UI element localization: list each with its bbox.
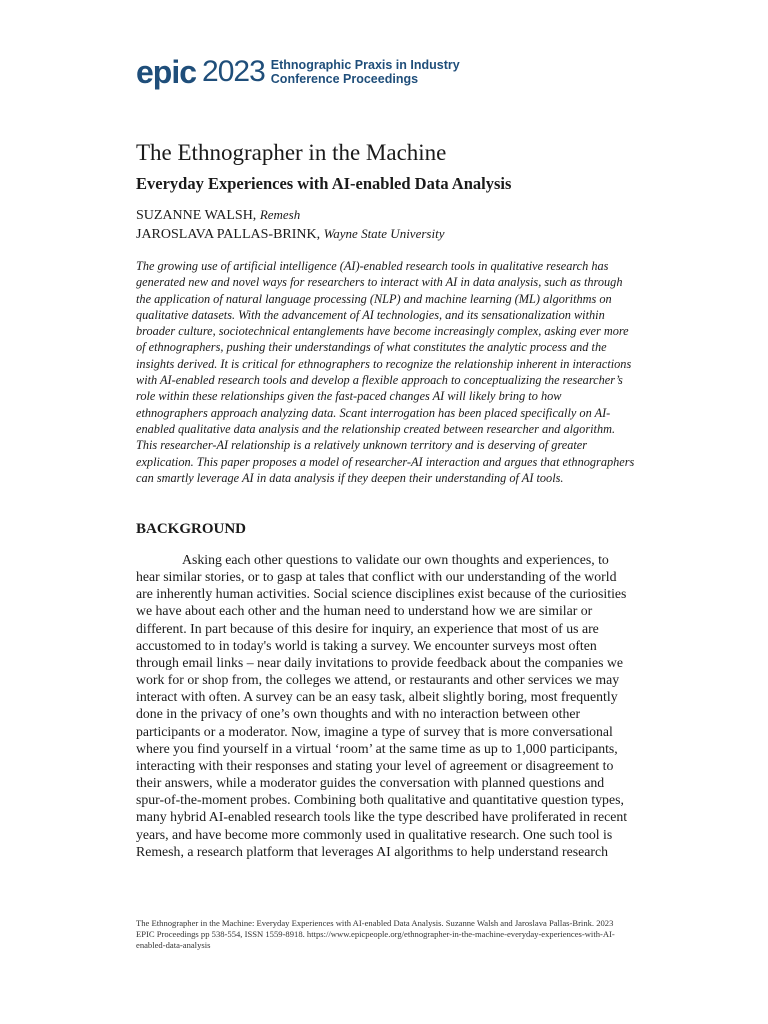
- citation-footer: The Ethnographer in the Machine: Everyday Experiences with AI-enabled Data Analysis. Suzanne Walsh and Jaroslava Pallas-Brink. 2023 EPIC Proceedings pp 538-554, ISSN 1559-8918. https://www.epicpeople.org/ethnographer-in-the-machine-everyday-experiences-with-AI-enabled-data-analysis: [136, 918, 615, 950]
- paper-subtitle: Everyday Experiences with AI-enabled Data Analysis: [136, 174, 512, 193]
- author-list: [136, 206, 444, 244]
- author-2: [136, 225, 444, 244]
- author-2-affiliation: Wayne State University: [323, 226, 445, 241]
- author-1-affiliation: Remesh: [259, 207, 301, 222]
- abstract: The growing use of artificial intelligence (AI)-enabled research tools in qualitative research has generated new and novel ways for researchers to interact with AI in data analysis, such as through the application of natural language processing (NLP) and machine learning (ML) algorithms on qualitative datasets. With the advancement of AI technologies, and its sensationalization within broader culture, sociotechnical entanglements have become increasingly complex, asking ever more of ethnographers, pushing their understandings of what constitutes the analytic process and the insights derived. It is critical for ethnographers to recognize the relationship inherent in interactions with AI-enabled research tools and develop a flexible approach to conceptualizing the researcher’s role within these relationships given the fast-paced changes AI will likely bring to how ethnographers approach analyzing data. Scant interrogation has been placed specifically on AI-enabled qualitative data analysis and the relationship created between researcher and algorithm. This researcher-AI relationship is a relatively unknown territory and is deserving of greater explication. This paper proposes a model of researcher-AI interaction and argues that ethnographers can smartly leverage AI in data analysis if they deepen their understanding of AI tools.: [136, 259, 635, 485]
- section-heading-background: BACKGROUND: [136, 521, 247, 537]
- logo-subtitle: [271, 58, 460, 86]
- author-1-name: SUZANNE WALSH,: [136, 208, 257, 223]
- paper-title: The Ethnographer in the Machine: [136, 140, 447, 165]
- body-paragraph: Asking each other questions to validate our own thoughts and experiences, to hear similar stories, or to gasp at tales that conflict with our understanding of the world are inherently human activities. Social science disciplines exist because of the curiosities we have about each other and the human need to understand how we are similar or different. In part because of this desire for inquiry, an experience that most of us are accustomed to in today's world is taking a survey. We encounter surveys most often through email links – near daily invitations to provide feedback about the companies we work for or shop from, the colleges we attend, or restaurants and other services we may interact with often. A survey can be an easy task, albeit slightly boring, most frequently done in the privacy of one’s own thoughts and with no interaction between other participants or a moderator. Now, imagine a type of survey that is more conversational where you find yourself in a virtual ‘room’ at the same time as up to 1,000 participants, interacting with their responses and stating your level of agreement or disagreement to their answers, while a moderator guides the conversation with planned questions and spur-of-the-moment probes. Combining both qualitative and quantitative question types, many hybrid AI-enabled research tools like the type described have proliferated in recent years, and have become more commonly used in qualitative research. One such tool is Remesh, a research platform that leverages AI algorithms to help understand research: [136, 552, 628, 859]
- conference-logo: [136, 56, 460, 88]
- logo-subtitle-line1: Ethnographic Praxis in Industry: [270, 58, 460, 72]
- logo-subtitle-line2: Conference Proceedings: [270, 72, 419, 86]
- logo-year: 2023: [202, 55, 265, 88]
- author-1: [136, 206, 444, 225]
- logo-epic-wordmark: epic: [136, 54, 197, 90]
- author-2-name: JAROSLAVA PALLAS-BRINK,: [136, 227, 321, 242]
